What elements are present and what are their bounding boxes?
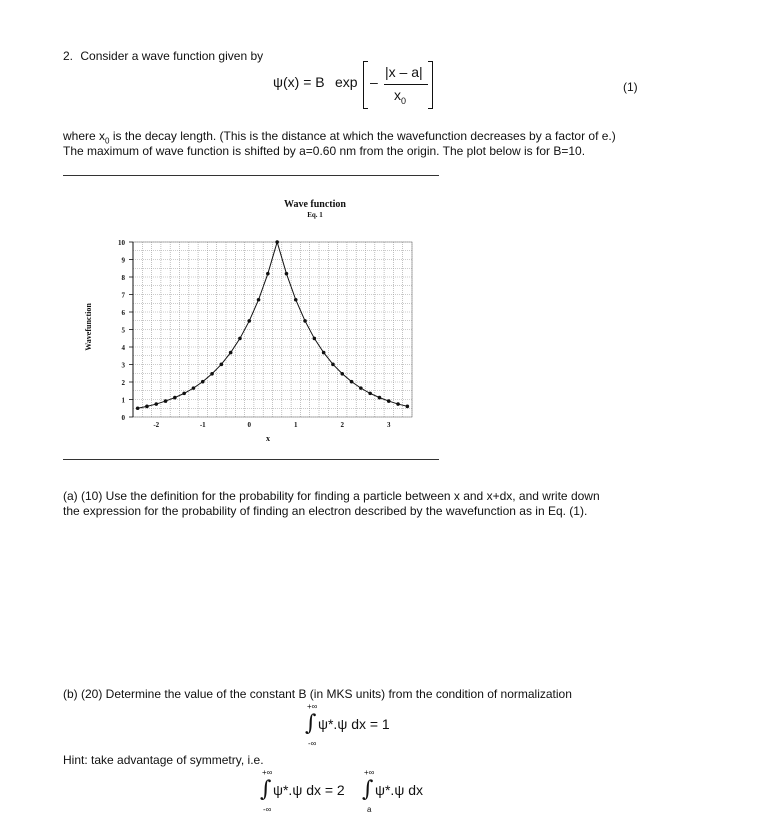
problem-number: 2. [63,49,74,63]
data-point [210,372,214,376]
y-tick-label: 0 [121,414,125,422]
x-tick-label: 0 [247,421,251,429]
part-a-line-1: (a) (10) Use the definition for the probability for finding a particle between x and x+dx, and write down [63,489,600,503]
y-tick-label: 6 [121,309,125,317]
chart-title: Wave function [284,199,346,210]
y-tick-label: 9 [121,256,125,265]
hint-integral-right-symbol: ∫ [362,777,374,802]
y-tick-label: 8 [121,274,125,282]
data-point [164,399,168,403]
data-point [145,405,149,409]
data-point [238,337,242,341]
data-point [257,298,261,302]
wave-function-chart [63,175,439,458]
data-point [220,363,224,367]
denominator-subscript: 0 [401,95,407,106]
x-tick-label: 3 [387,421,391,429]
hint-text: Hint: take advantage of symmetry, i.e. [63,753,264,767]
left-bracket [363,61,368,109]
chart-tick-labels [118,239,391,429]
data-point [303,319,307,323]
equation-minus: – [370,74,378,90]
data-point [313,337,317,341]
data-point [294,298,298,302]
problem-heading [63,49,263,63]
hint-integral-left-upper: +∞ [262,768,273,777]
y-tick-label: 5 [121,326,125,335]
y-tick-label: 4 [121,344,125,352]
problem-intro: Consider a wave function given by [80,49,264,63]
x-tick-label: -1 [199,421,206,429]
data-point [229,351,233,355]
hint-integral-left-symbol: ∫ [260,777,272,802]
integral-lower-limit: -∞ [308,739,317,748]
fraction-bar [384,84,428,85]
integral-upper-limit: +∞ [307,702,318,711]
equation-lhs: ψ(x) = B [273,74,325,90]
data-point [275,240,279,244]
data-point [350,380,354,384]
data-point [266,272,270,276]
hint-integral-left-lower: -∞ [263,805,272,814]
data-point [285,272,289,276]
description-subscript: 0 [105,136,110,146]
data-point [406,405,410,409]
y-tick-label: 1 [121,396,125,405]
description-line-1a: where x [63,129,106,143]
data-point [359,386,363,390]
data-point [201,380,205,384]
x-tick-label: 1 [294,421,298,429]
description-line-1b: is the decay length. (This is the distance at which the wavefunction decreases by a factor of e.) [109,129,616,143]
data-point [331,363,335,367]
equation-numerator: |x – a| [385,64,423,80]
x-axis-label: x [266,434,270,443]
hint-integral-left-body: ψ*.ψ dx = 2 [273,782,345,798]
y-tick-label: 7 [121,291,125,300]
hint-integral-right-lower: a [367,805,372,814]
right-bracket [428,61,433,109]
part-b-text: (b) (20) Determine the value of the constant B (in MKS units) from the condition of normalization [63,687,572,701]
equation-exp: exp [335,74,358,90]
data-point [154,402,158,406]
chart-subtitle: Eq. 1 [307,211,323,219]
data-point [173,396,177,400]
data-point [368,392,372,396]
data-point [396,402,400,406]
x-tick-label: -2 [153,421,160,429]
denominator-x: x [394,87,401,103]
data-point [182,392,186,396]
description-line-1 [63,129,616,145]
x-tick-label: 2 [340,421,344,429]
data-point [136,406,140,410]
equation-denominator [394,87,406,106]
data-point [378,396,382,400]
chart-grid [133,242,412,417]
data-point [192,386,196,390]
hint-integral-right-upper: +∞ [364,768,375,777]
hint-integral-right-body: ψ*.ψ dx [375,782,423,798]
part-a-line-2: the expression for the probability of finding an electron described by the wavefunction as in Eq. (1). [63,504,588,518]
y-tick-label: 3 [121,361,125,370]
data-point [387,399,391,403]
integral-body: ψ*.ψ dx = 1 [318,716,390,732]
y-tick-label: 2 [121,379,125,387]
data-point [340,372,344,376]
y-tick-label: 10 [118,239,125,247]
y-axis-label: Wavefunction [84,303,93,351]
integral-symbol: ∫ [305,711,317,736]
data-point [322,351,326,355]
description-line-2: The maximum of wave function is shifted by a=0.60 nm from the origin. The plot below is for B=10. [63,144,586,158]
data-point [247,319,251,323]
equation-number: (1) [623,80,638,94]
